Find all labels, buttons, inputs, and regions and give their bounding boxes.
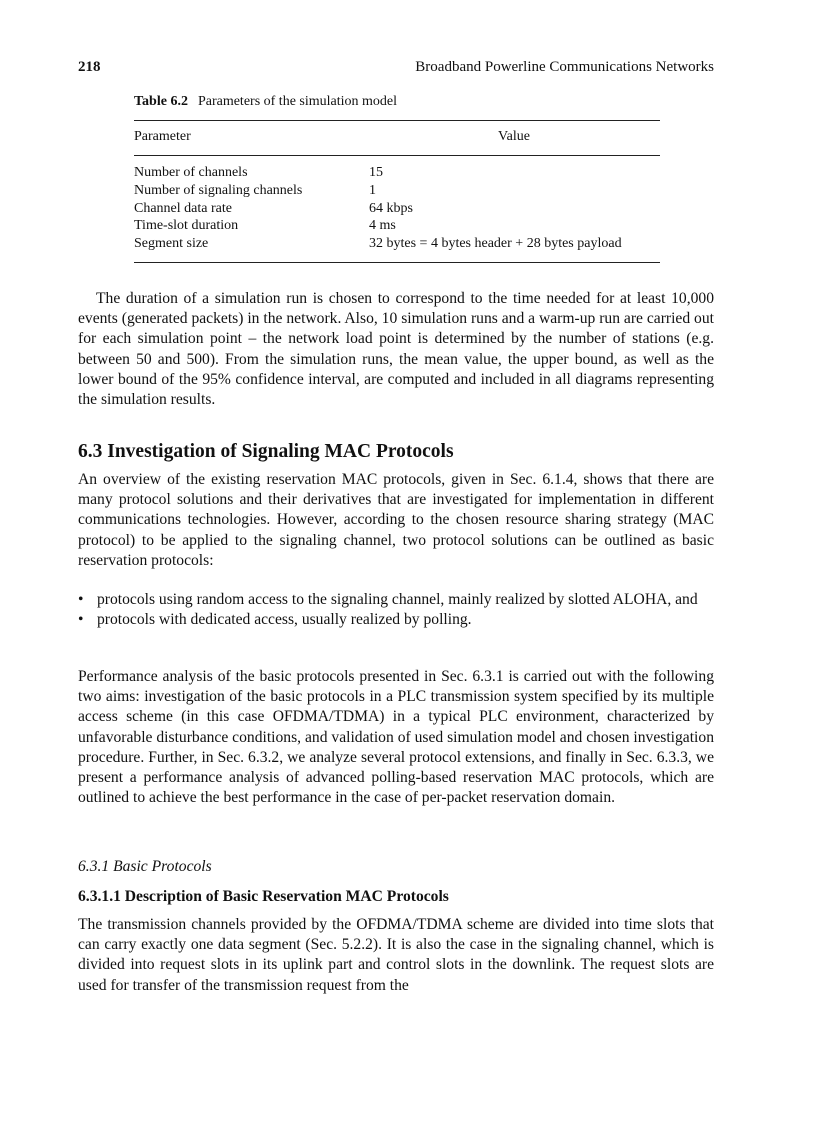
bullet-text: protocols with dedicated access, usually realized by polling. (97, 611, 472, 628)
table-row (134, 217, 660, 235)
table-caption-label: Table 6.2 (134, 94, 188, 109)
table-cell-parameter: Channel data rate (134, 200, 232, 216)
table-cell-parameter: Number of channels (134, 165, 248, 180)
bullet-list (78, 590, 714, 630)
table-cell-parameter: Time-slot duration (134, 218, 239, 234)
bullet-text: protocols using random access to the signaling channel, mainly realized by slotted ALOHA, and (97, 591, 698, 608)
page-number: 218 (78, 59, 101, 75)
table-caption (134, 93, 660, 112)
table-cell-value: 64 kbps (369, 200, 413, 216)
table-cell-parameter: Segment size (134, 236, 209, 252)
table-cell-value: 4 ms (369, 218, 396, 234)
bullet-item (78, 590, 714, 610)
bullet-item (78, 610, 714, 630)
table-cell-parameter: Number of signaling channels (134, 182, 303, 198)
table-row (134, 164, 660, 182)
paragraph-performance-analysis: Performance analysis of the basic protocols presented in Sec. 6.3.1 is carried out with the following two aims: investigation of the basic protocols in a PLC transmission system specified by its multiple access scheme (in this case OFDMA/TDMA) in a typical PLC environment, characterized by unfavorable disturbance conditions, and validation of used simulation model and chosen investigation procedure. Further, in Sec. 6.3.2, we analyze several protocol extensions, and finally in Sec. 6.3.3, we present a performance analysis of advanced polling-based reservation MAC protocols, which are outlined to achieve the best performance in the case of per-packet reservation domain. (78, 668, 714, 807)
table-header-parameter: Parameter (134, 129, 191, 144)
section-heading: 6.3 Investigation of Signaling MAC Protocols (78, 441, 454, 462)
table-caption-text: Parameters of the simulation model (197, 94, 398, 109)
bullet-icon: • (78, 591, 84, 608)
table-cell-value: 32 bytes = 4 bytes header + 28 bytes payload (369, 236, 622, 252)
parameters-table (134, 93, 660, 263)
table-row (134, 182, 660, 200)
subsection-heading: 6.3.1 Basic Protocols (78, 858, 212, 875)
paragraph-overview: An overview of the existing reservation MAC protocols, given in Sec. 6.1.4, shows that there are many protocol solutions and their derivatives that are investigated for implementation in different communications technologies. However, according to the chosen resource sharing strategy (MAC protocol) to be applied to the signaling channel, two protocol solutions can be outlined as basic reservation protocols: (78, 471, 714, 569)
paragraph-simulation-run: The duration of a simulation run is chosen to correspond to the time needed for at least 10,000 events (generated packets) in the network. Also, 10 simulation runs and a warm-up run are carried out for each simulation point – the network load point is determined by the number of stations (e.g. between 50 and 500). From the simulation runs, the mean value, the upper bound, as well as the lower bound of the 95% confidence interval, are computed and included in all diagrams representing the simulation results. (78, 290, 714, 409)
table-body (134, 156, 660, 262)
table-header-row (134, 121, 660, 155)
running-header-title: Broadband Powerline Communications Networks (415, 59, 714, 75)
table-cell-value: 15 (369, 165, 383, 180)
subsubsection-heading: 6.3.1.1 Description of Basic Reservation MAC Protocols (78, 888, 449, 905)
running-header (78, 59, 714, 79)
table-bottom-rule (134, 262, 660, 263)
table-row (134, 200, 660, 218)
table-header-value: Value (498, 129, 530, 144)
table-cell-value: 1 (369, 182, 376, 198)
paragraph-transmission-channels: The transmission channels provided by the OFDMA/TDMA scheme are divided into time slots that can carry exactly one data segment (Sec. 5.2.2). It is also the case in the signaling channel, which is divided into request slots in its uplink part and control slots in the downlink. The request slots are used for transfer of the transmission request from the (78, 916, 714, 994)
bullet-icon: • (78, 611, 84, 628)
table-row (134, 235, 660, 253)
